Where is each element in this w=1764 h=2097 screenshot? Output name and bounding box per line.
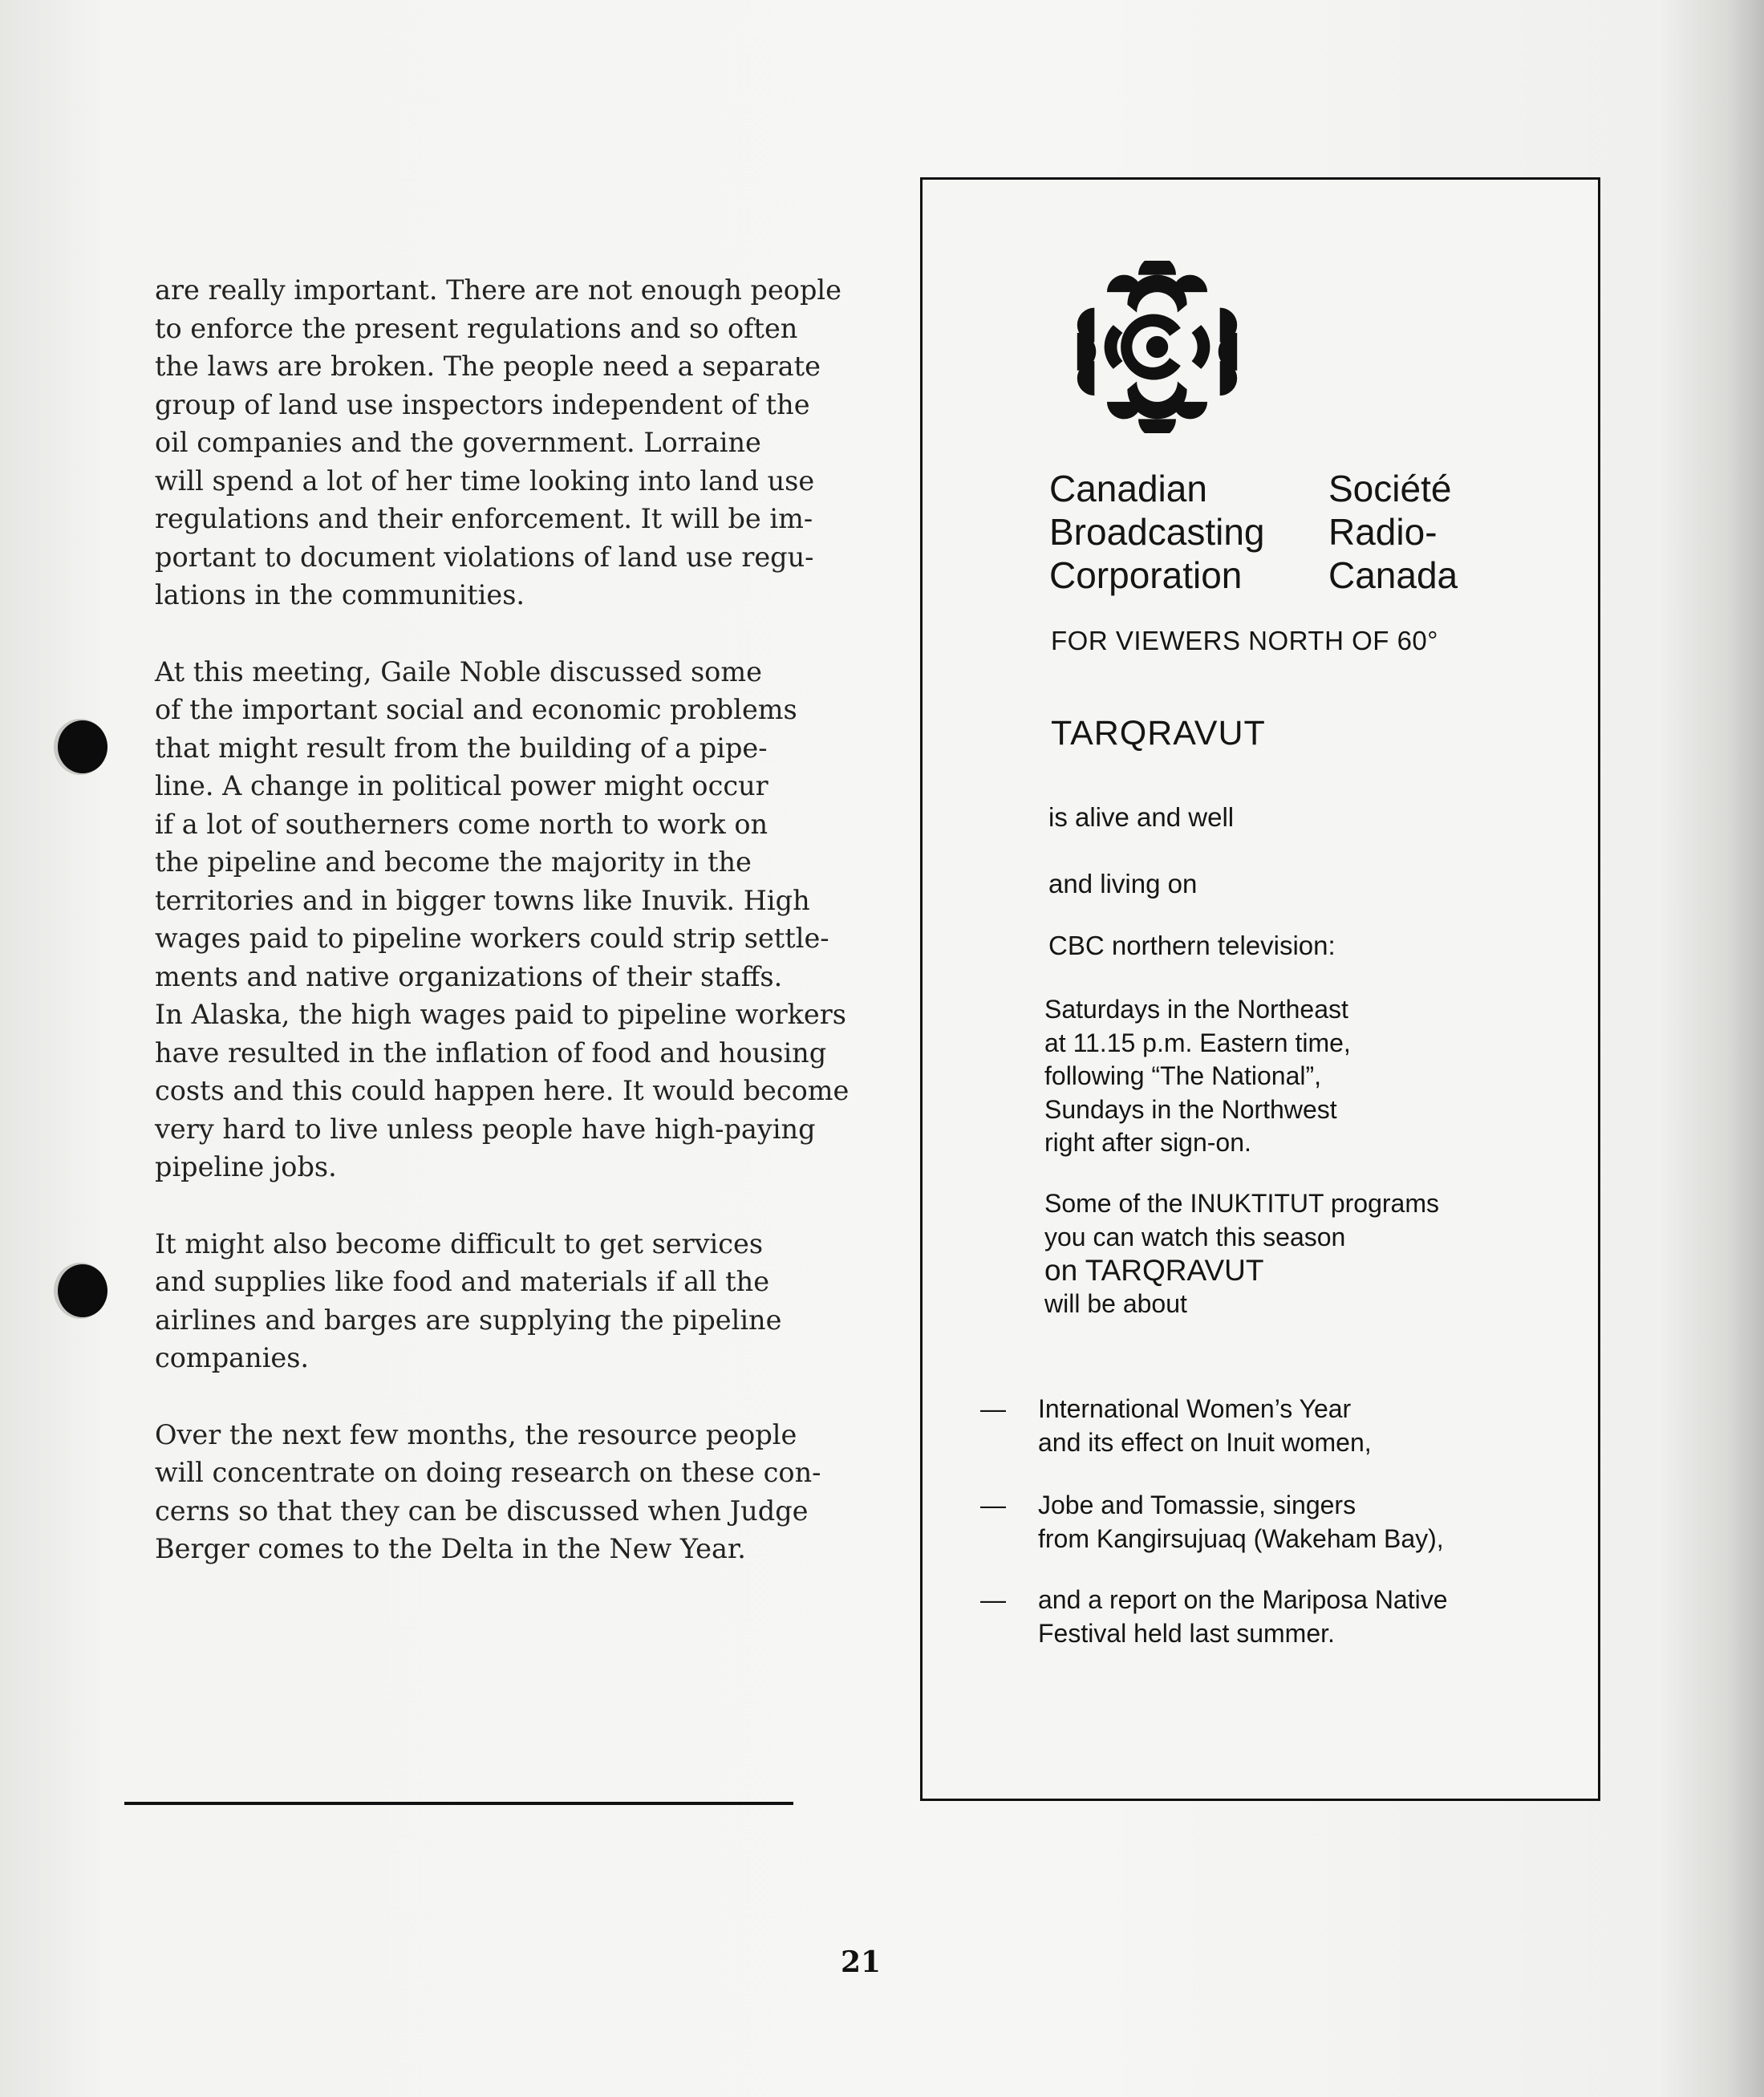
text-line: Corporation [1049,554,1243,596]
ad-subtitle: FOR VIEWERS NORTH OF 60° [1051,626,1438,655]
text-line: right after sign-on. [1044,1128,1251,1157]
text-line: It might also become difficult to get services [155,1227,764,1259]
text-line: from Kangirsujuaq (Wakeham Bay), [1038,1523,1444,1553]
paragraph-4 [155,1416,877,1568]
cbc-advertisement-box [920,177,1600,1801]
text-line: In Alaska, the high wages paid to pipeline workers [155,999,846,1030]
text-line: will be about [1044,1288,1187,1318]
broadcast-schedule [1044,993,1351,1160]
text-line: you can watch this season [1044,1222,1346,1251]
text-line: have resulted in the inflation of food and housing [155,1036,827,1069]
text-line: very hard to live unless people have high-paying [155,1113,816,1145]
text-line: territories and in bigger towns like Inuvik. High [155,884,810,916]
text-line: and a report on the Mariposa Native [1038,1585,1448,1614]
text-line: group of land use inspectors independent of the [155,388,810,420]
text-line: Canada [1328,554,1458,596]
text-line: Broadcasting [1049,511,1265,553]
text-line: are really important. There are not enough people [155,274,841,306]
paragraph-3 [155,1225,877,1377]
text-line: lations in the communities. [155,579,525,610]
text-line: regulations and their enforcement. It will be im- [155,503,813,534]
cbc-gem-logo-icon [1063,261,1251,433]
punch-hole [58,1264,107,1317]
text-line: the pipeline and become the majority in the [155,846,752,878]
text-line: on TARQRAVUT [1044,1254,1264,1287]
text-line: Festival held last summer. [1038,1618,1335,1648]
ad-line: and living on [1048,869,1198,898]
corporation-name-french [1328,467,1458,597]
text-line: and its effect on Inuit women, [1038,1427,1372,1457]
text-line: costs and this could happen here. It would become [155,1075,850,1106]
text-line: oil companies and the government. Lorraine [155,427,761,458]
text-line: International Women’s Year [1038,1394,1352,1423]
text-line: wages paid to pipeline workers could strip settle- [155,923,829,954]
text-line: airlines and barges are supplying the pipeline [155,1304,782,1336]
text-line: that might result from the building of a pipe- [155,732,768,764]
text-line: ments and native organizations of their staffs. [155,960,783,992]
text-line: Berger comes to the Delta in the New Year. [155,1533,746,1564]
punch-hole [58,720,107,773]
dash-icon: — [980,1585,1006,1614]
text-line: and supplies like food and materials if all the [155,1266,770,1297]
text-line: will spend a lot of her time looking into land use [155,464,815,497]
text-line: companies. [155,1342,310,1373]
dash-icon: — [980,1491,1006,1519]
text-line: the laws are broken. The people need a separate [155,351,821,382]
text-line: of the important social and economic problems [155,694,797,725]
text-line: to enforce the present regulations and so often [155,312,798,344]
paragraph-1 [155,271,877,614]
text-line: if a lot of southerners come north to work on [155,808,768,840]
text-line: at 11.15 p.m. Eastern time, [1044,1028,1351,1057]
text-line: Saturdays in the Northeast [1044,995,1348,1024]
programs-intro [1044,1187,1439,1320]
text-line: Some of the INUKTITUT programs [1044,1189,1439,1218]
text-line: Canadian [1049,468,1207,509]
article-body [155,271,877,1607]
text-line: portant to document violations of land use regu- [155,541,814,573]
corporation-name-english [1049,467,1265,597]
text-line: following “The National”, [1044,1061,1322,1090]
ad-line: CBC northern television: [1048,931,1336,960]
paragraph-2 [155,653,877,1186]
text-line: Over the next few months, the resource people [155,1418,797,1450]
text-line: line. A change in political power might occur [155,770,768,801]
ad-title: TARQRAVUT [1051,714,1266,752]
text-line: pipeline jobs. [155,1151,337,1182]
text-line: Radio- [1328,511,1438,553]
text-line: Société [1328,468,1452,509]
page-number: 21 [841,1945,882,1979]
text-line: Sundays in the Northwest [1044,1094,1337,1124]
dash-icon: — [980,1394,1006,1423]
text-line: will concentrate on doing research on these con- [155,1457,821,1488]
text-line: Jobe and Tomassie, singers [1038,1491,1356,1519]
footnote-rule [124,1802,793,1805]
text-line: cerns so that they can be discussed when Judge [155,1495,809,1527]
text-line: At this meeting, Gaile Noble discussed some [155,655,762,688]
ad-line: is alive and well [1048,802,1235,832]
